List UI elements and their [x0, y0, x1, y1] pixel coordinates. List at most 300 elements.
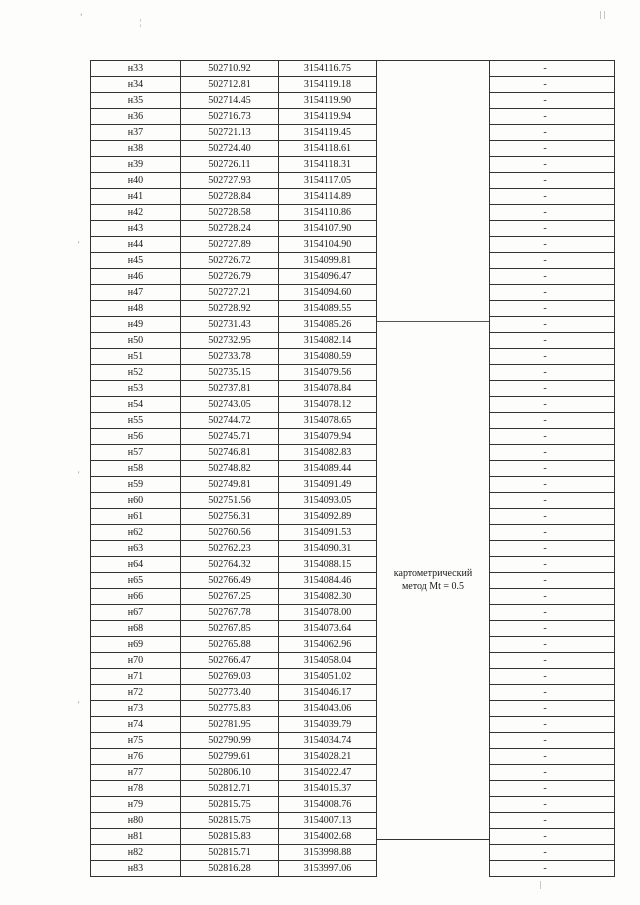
x-coordinate: 502745.71 — [180, 429, 278, 445]
table-row — [91, 317, 377, 333]
x-coordinate: 502735.15 — [180, 365, 278, 381]
y-coordinate: 3154119.90 — [278, 93, 376, 109]
accuracy-cell-empty — [600, 733, 614, 749]
y-coordinate: 3154078.84 — [278, 381, 376, 397]
x-coordinate: 502756.31 — [180, 509, 278, 525]
accuracy-cell: - — [490, 461, 601, 477]
point-id: н58 — [91, 461, 181, 477]
y-coordinate: 3154114.89 — [278, 189, 376, 205]
x-coordinate: 502728.58 — [180, 205, 278, 221]
x-coordinate: 502767.25 — [180, 589, 278, 605]
x-coordinate: 502812.71 — [180, 781, 278, 797]
accuracy-cell: - — [490, 317, 601, 333]
point-id: н44 — [91, 237, 181, 253]
accuracy-cell-empty — [600, 77, 614, 93]
accuracy-cell-empty — [600, 285, 614, 301]
accuracy-cell-empty — [600, 317, 614, 333]
point-id: н42 — [91, 205, 181, 221]
x-coordinate: 502767.78 — [180, 605, 278, 621]
accuracy-cell: - — [490, 77, 601, 93]
accuracy-cell-empty — [600, 157, 614, 173]
table-row — [91, 461, 377, 477]
accuracy-cell: - — [490, 413, 601, 429]
x-coordinate: 502766.47 — [180, 653, 278, 669]
accuracy-cell-empty — [600, 669, 614, 685]
point-id: н60 — [91, 493, 181, 509]
accuracy-cell-empty — [600, 845, 614, 861]
x-coordinate: 502766.49 — [180, 573, 278, 589]
accuracy-cell: - — [490, 749, 601, 765]
accuracy-cell-empty — [600, 125, 614, 141]
table-row — [91, 397, 377, 413]
accuracy-cell: - — [490, 189, 601, 205]
accuracy-cell: - — [490, 797, 601, 813]
point-id: н49 — [91, 317, 181, 333]
table-row — [91, 285, 377, 301]
y-coordinate: 3154082.14 — [278, 333, 376, 349]
accuracy-cell-empty — [600, 589, 614, 605]
y-coordinate: 3154051.02 — [278, 669, 376, 685]
x-coordinate: 502816.28 — [180, 861, 278, 877]
accuracy-cell: - — [490, 573, 601, 589]
point-id: н66 — [91, 589, 181, 605]
y-coordinate: 3154079.56 — [278, 365, 376, 381]
table-row — [91, 445, 377, 461]
x-coordinate: 502726.11 — [180, 157, 278, 173]
accuracy-row — [490, 653, 615, 669]
y-coordinate: 3154091.53 — [278, 525, 376, 541]
table-row — [91, 669, 377, 685]
point-id: н72 — [91, 685, 181, 701]
y-coordinate: 3154094.60 — [278, 285, 376, 301]
point-id: н63 — [91, 541, 181, 557]
accuracy-row — [490, 749, 615, 765]
accuracy-row — [490, 557, 615, 573]
accuracy-row — [490, 141, 615, 157]
accuracy-cell-empty — [600, 525, 614, 541]
point-id: н33 — [91, 61, 181, 77]
accuracy-cell-empty — [600, 493, 614, 509]
table-row — [91, 653, 377, 669]
accuracy-cell-empty — [600, 237, 614, 253]
accuracy-row — [490, 813, 615, 829]
x-coordinate: 502765.88 — [180, 637, 278, 653]
accuracy-cell: - — [490, 205, 601, 221]
table-row — [91, 157, 377, 173]
accuracy-row — [490, 493, 615, 509]
accuracy-cell-empty — [600, 253, 614, 269]
accuracy-cell-empty — [600, 189, 614, 205]
point-id: н43 — [91, 221, 181, 237]
accuracy-cell: - — [490, 861, 601, 877]
accuracy-cell: - — [490, 717, 601, 733]
table-row — [91, 477, 377, 493]
accuracy-row — [490, 605, 615, 621]
accuracy-row — [490, 477, 615, 493]
point-id: н50 — [91, 333, 181, 349]
accuracy-row — [490, 765, 615, 781]
accuracy-cell-empty — [600, 813, 614, 829]
point-id: н55 — [91, 413, 181, 429]
accuracy-row — [490, 253, 615, 269]
accuracy-row — [490, 797, 615, 813]
table-row — [91, 109, 377, 125]
table-row — [91, 525, 377, 541]
accuracy-row — [490, 365, 615, 381]
accuracy-cell: - — [490, 733, 601, 749]
accuracy-cell-empty — [600, 141, 614, 157]
y-coordinate: 3154046.17 — [278, 685, 376, 701]
accuracy-row — [490, 349, 615, 365]
accuracy-cell: - — [490, 349, 601, 365]
x-coordinate: 502748.82 — [180, 461, 278, 477]
x-coordinate: 502710.92 — [180, 61, 278, 77]
accuracy-cell-empty — [600, 173, 614, 189]
method-line-2: метод Mt = 0.5 — [401, 581, 465, 592]
accuracy-cell-empty — [600, 301, 614, 317]
point-id: н52 — [91, 365, 181, 381]
table-row — [91, 861, 377, 877]
accuracy-cell-empty — [600, 637, 614, 653]
accuracy-cell: - — [490, 557, 601, 573]
accuracy-cell: - — [490, 477, 601, 493]
y-coordinate: 3153998.88 — [278, 845, 376, 861]
accuracy-cell: - — [490, 637, 601, 653]
x-coordinate: 502716.73 — [180, 109, 278, 125]
point-id: н82 — [91, 845, 181, 861]
y-coordinate: 3154079.94 — [278, 429, 376, 445]
method-divider — [377, 321, 489, 322]
y-coordinate: 3154008.76 — [278, 797, 376, 813]
table-row — [91, 589, 377, 605]
accuracy-row — [490, 397, 615, 413]
accuracy-cell: - — [490, 109, 601, 125]
x-coordinate: 502760.56 — [180, 525, 278, 541]
y-coordinate: 3154099.81 — [278, 253, 376, 269]
y-coordinate: 3154084.46 — [278, 573, 376, 589]
accuracy-cell-empty — [600, 749, 614, 765]
accuracy-row — [490, 781, 615, 797]
table-row — [91, 845, 377, 861]
accuracy-cell: - — [490, 365, 601, 381]
point-id: н68 — [91, 621, 181, 637]
point-id: н36 — [91, 109, 181, 125]
accuracy-cell-empty — [600, 829, 614, 845]
y-coordinate: 3154088.15 — [278, 557, 376, 573]
scan-mark: ' — [78, 470, 80, 479]
accuracy-cell: - — [490, 509, 601, 525]
x-coordinate: 502743.05 — [180, 397, 278, 413]
table-row — [91, 365, 377, 381]
point-id: н75 — [91, 733, 181, 749]
y-coordinate: 3154062.96 — [278, 637, 376, 653]
x-coordinate: 502728.84 — [180, 189, 278, 205]
accuracy-row — [490, 301, 615, 317]
accuracy-cell-empty — [600, 205, 614, 221]
accuracy-row — [490, 445, 615, 461]
table-row — [91, 205, 377, 221]
table-row — [91, 173, 377, 189]
table-row — [91, 685, 377, 701]
accuracy-cell: - — [490, 589, 601, 605]
table-row — [91, 125, 377, 141]
point-id: н56 — [91, 429, 181, 445]
y-coordinate: 3154080.59 — [278, 349, 376, 365]
table-row — [91, 717, 377, 733]
table-row — [91, 765, 377, 781]
x-coordinate: 502731.43 — [180, 317, 278, 333]
point-id: н45 — [91, 253, 181, 269]
scan-mark: ¦ — [140, 18, 142, 27]
accuracy-row — [490, 221, 615, 237]
point-id: н48 — [91, 301, 181, 317]
accuracy-cell: - — [490, 685, 601, 701]
y-coordinate: 3154118.61 — [278, 141, 376, 157]
y-coordinate: 3154092.89 — [278, 509, 376, 525]
accuracy-cell-empty — [600, 573, 614, 589]
accuracy-cell: - — [490, 269, 601, 285]
accuracy-row — [490, 669, 615, 685]
x-coordinate: 502732.95 — [180, 333, 278, 349]
x-coordinate: 502727.93 — [180, 173, 278, 189]
scan-mark: | | — [600, 10, 606, 19]
accuracy-row — [490, 525, 615, 541]
y-coordinate: 3154107.90 — [278, 221, 376, 237]
table-row — [91, 301, 377, 317]
point-id: н65 — [91, 573, 181, 589]
accuracy-row — [490, 157, 615, 173]
x-coordinate: 502721.13 — [180, 125, 278, 141]
table-row — [91, 429, 377, 445]
y-coordinate: 3154117.05 — [278, 173, 376, 189]
point-id: н70 — [91, 653, 181, 669]
accuracy-cell-empty — [600, 109, 614, 125]
accuracy-row — [490, 173, 615, 189]
y-coordinate: 3154119.45 — [278, 125, 376, 141]
accuracy-cell: - — [490, 781, 601, 797]
x-coordinate: 502773.40 — [180, 685, 278, 701]
y-coordinate: 3154089.44 — [278, 461, 376, 477]
table-row — [91, 221, 377, 237]
accuracy-cell: - — [490, 845, 601, 861]
y-coordinate: 3154007.13 — [278, 813, 376, 829]
accuracy-row — [490, 717, 615, 733]
accuracy-cell-empty — [600, 445, 614, 461]
y-coordinate: 3154022.47 — [278, 765, 376, 781]
accuracy-row — [490, 269, 615, 285]
y-coordinate: 3154085.26 — [278, 317, 376, 333]
x-coordinate: 502728.24 — [180, 221, 278, 237]
table-row — [91, 733, 377, 749]
point-id: н83 — [91, 861, 181, 877]
x-coordinate: 502815.71 — [180, 845, 278, 861]
accuracy-row — [490, 845, 615, 861]
scan-mark: ' — [78, 240, 80, 249]
accuracy-cell-empty — [600, 429, 614, 445]
method-label — [377, 567, 489, 593]
accuracy-row — [490, 829, 615, 845]
table-row — [91, 749, 377, 765]
x-coordinate: 502712.81 — [180, 77, 278, 93]
accuracy-row — [490, 413, 615, 429]
x-coordinate: 502726.72 — [180, 253, 278, 269]
y-coordinate: 3154015.37 — [278, 781, 376, 797]
y-coordinate: 3154093.05 — [278, 493, 376, 509]
x-coordinate: 502799.61 — [180, 749, 278, 765]
accuracy-cell: - — [490, 765, 601, 781]
accuracy-cell-empty — [600, 413, 614, 429]
point-id: н53 — [91, 381, 181, 397]
y-coordinate: 3154078.00 — [278, 605, 376, 621]
point-id: н81 — [91, 829, 181, 845]
accuracy-row — [490, 237, 615, 253]
accuracy-cell-empty — [600, 221, 614, 237]
x-coordinate: 502746.81 — [180, 445, 278, 461]
accuracy-row — [490, 589, 615, 605]
table-row — [91, 557, 377, 573]
accuracy-row — [490, 637, 615, 653]
accuracy-cell-empty — [600, 717, 614, 733]
method-column — [377, 60, 489, 840]
table-row — [91, 637, 377, 653]
table-row — [91, 61, 377, 77]
accuracy-cell-empty — [600, 61, 614, 77]
accuracy-cell: - — [490, 301, 601, 317]
accuracy-cell: - — [490, 701, 601, 717]
accuracy-row — [490, 685, 615, 701]
accuracy-cell: - — [490, 93, 601, 109]
y-coordinate: 3154119.94 — [278, 109, 376, 125]
point-id: н47 — [91, 285, 181, 301]
accuracy-cell: - — [490, 541, 601, 557]
x-coordinate: 502790.99 — [180, 733, 278, 749]
table-row — [91, 701, 377, 717]
scan-mark: ' — [78, 700, 80, 709]
y-coordinate: 3154119.18 — [278, 77, 376, 93]
table-row — [91, 141, 377, 157]
accuracy-cell: - — [490, 397, 601, 413]
table-row — [91, 573, 377, 589]
table-row — [91, 829, 377, 845]
accuracy-cell-empty — [600, 349, 614, 365]
point-id: н51 — [91, 349, 181, 365]
x-coordinate: 502737.81 — [180, 381, 278, 397]
point-id: н76 — [91, 749, 181, 765]
accuracy-cell-empty — [600, 653, 614, 669]
x-coordinate: 502727.21 — [180, 285, 278, 301]
accuracy-cell: - — [490, 829, 601, 845]
point-id: н35 — [91, 93, 181, 109]
x-coordinate: 502751.56 — [180, 493, 278, 509]
accuracy-cell-empty — [600, 685, 614, 701]
accuracy-row — [490, 541, 615, 557]
accuracy-cell: - — [490, 221, 601, 237]
accuracy-cell: - — [490, 61, 601, 77]
table-row — [91, 493, 377, 509]
accuracy-cell: - — [490, 141, 601, 157]
accuracy-row — [490, 109, 615, 125]
accuracy-cell-empty — [600, 621, 614, 637]
x-coordinate: 502727.89 — [180, 237, 278, 253]
accuracy-cell: - — [490, 445, 601, 461]
x-coordinate: 502728.92 — [180, 301, 278, 317]
table-row — [91, 509, 377, 525]
y-coordinate: 3154039.79 — [278, 717, 376, 733]
y-coordinate: 3154028.21 — [278, 749, 376, 765]
y-coordinate: 3154082.83 — [278, 445, 376, 461]
y-coordinate: 3154073.64 — [278, 621, 376, 637]
point-id: н34 — [91, 77, 181, 93]
accuracy-cell-empty — [600, 861, 614, 877]
accuracy-row — [490, 381, 615, 397]
x-coordinate: 502815.75 — [180, 813, 278, 829]
accuracy-cell-empty — [600, 461, 614, 477]
accuracy-cell-empty — [600, 477, 614, 493]
table-row — [91, 605, 377, 621]
y-coordinate: 3154078.12 — [278, 397, 376, 413]
x-coordinate: 502762.23 — [180, 541, 278, 557]
scan-mark: ‘ — [80, 12, 83, 21]
accuracy-cell-empty — [600, 381, 614, 397]
y-coordinate: 3154078.65 — [278, 413, 376, 429]
x-coordinate: 502767.85 — [180, 621, 278, 637]
point-id: н78 — [91, 781, 181, 797]
point-id: н80 — [91, 813, 181, 829]
accuracy-cell: - — [490, 173, 601, 189]
table-row — [91, 189, 377, 205]
accuracy-cell: - — [490, 285, 601, 301]
y-coordinate: 3154058.04 — [278, 653, 376, 669]
table-row — [91, 781, 377, 797]
y-coordinate: 3154082.30 — [278, 589, 376, 605]
accuracy-row — [490, 861, 615, 877]
point-id: н46 — [91, 269, 181, 285]
x-coordinate: 502781.95 — [180, 717, 278, 733]
accuracy-cell-empty — [600, 605, 614, 621]
y-coordinate: 3154104.90 — [278, 237, 376, 253]
point-id: н37 — [91, 125, 181, 141]
x-coordinate: 502815.83 — [180, 829, 278, 845]
accuracy-row — [490, 701, 615, 717]
y-coordinate: 3154034.74 — [278, 733, 376, 749]
accuracy-row — [490, 77, 615, 93]
table-row — [91, 237, 377, 253]
accuracy-cell: - — [490, 669, 601, 685]
accuracy-cell-empty — [600, 365, 614, 381]
point-id: н57 — [91, 445, 181, 461]
point-id: н54 — [91, 397, 181, 413]
accuracy-cell-empty — [600, 701, 614, 717]
accuracy-cell: - — [490, 237, 601, 253]
accuracy-row — [490, 125, 615, 141]
scan-mark: | — [540, 880, 542, 889]
coordinates-table — [90, 60, 377, 877]
y-coordinate: 3154090.31 — [278, 541, 376, 557]
y-coordinate: 3154002.68 — [278, 829, 376, 845]
accuracy-row — [490, 333, 615, 349]
point-id: н61 — [91, 509, 181, 525]
x-coordinate: 502733.78 — [180, 349, 278, 365]
table-row — [91, 333, 377, 349]
x-coordinate: 502764.32 — [180, 557, 278, 573]
x-coordinate: 502726.79 — [180, 269, 278, 285]
x-coordinate: 502769.03 — [180, 669, 278, 685]
point-id: н40 — [91, 173, 181, 189]
y-coordinate: 3154089.55 — [278, 301, 376, 317]
accuracy-row — [490, 573, 615, 589]
accuracy-cell: - — [490, 429, 601, 445]
y-coordinate: 3154096.47 — [278, 269, 376, 285]
